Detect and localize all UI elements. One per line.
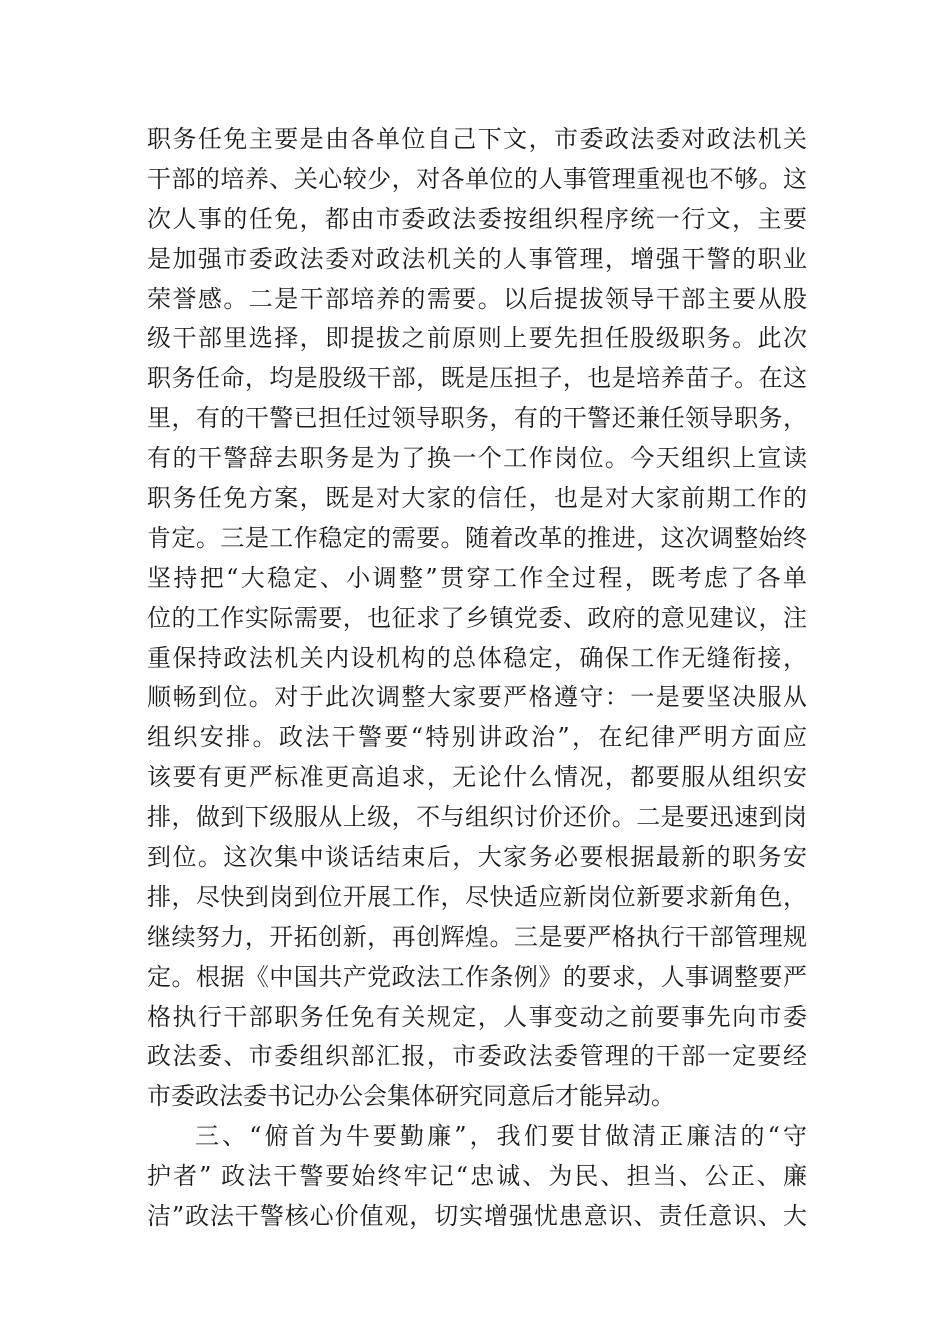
text-line: 有的干警辞去职务是为了换一个工作岗位。今天组织上宣读 <box>147 444 807 473</box>
text-line: 肯定。三是工作稳定的需要。随着改革的推进，这次调整始终 <box>147 523 807 552</box>
text-line: 坚持把“大稳定、小调整”贯穿工作全过程，既考虑了各单 <box>147 563 807 592</box>
text-line: 定。根据《中国共产党政法工作条例》的要求，人事调整要严 <box>147 962 807 991</box>
document-body <box>147 120 807 1237</box>
text-line: 荣誉感。二是干部培养的需要。以后提拔领导干部主要从股 <box>147 284 807 313</box>
text-line: 继续努力，开拓创新，再创辉煌。三是要严格执行干部管理规 <box>147 922 807 951</box>
text-line: 政法委、市委组织部汇报，市委政法委管理的干部一定要经 <box>147 1042 807 1071</box>
text-line: 级干部里选择，即提拔之前原则上要先担任股级职务。此次 <box>147 324 807 353</box>
text-line: 护者” 政法干警要始终牢记“忠诚、为民、担当、公正、廉 <box>147 1162 807 1191</box>
text-line: 职务任命，均是股级干部，既是压担子，也是培养苗子。在这 <box>147 364 807 393</box>
text-line: 到位。这次集中谈话结束后，大家务必要根据最新的职务安 <box>147 843 807 872</box>
text-line: 市委政法委书记办公会集体研究同意后才能异动。 <box>147 1082 675 1111</box>
text-line: 排，做到下级服从上级，不与组织讨价还价。二是要迅速到岗 <box>147 803 807 832</box>
text-line: 干部的培养、关心较少，对各单位的人事管理重视也不够。这 <box>147 164 807 193</box>
section-heading-line: 三、“俯首为牛要勤廉”，我们要甘做清正廉洁的“守 <box>195 1122 807 1151</box>
text-line: 组织安排。政法干警要“特别讲政治”，在纪律严明方面应 <box>147 723 807 752</box>
text-line: 位的工作实际需要，也征求了乡镇党委、政府的意见建议，注 <box>147 603 807 632</box>
text-line: 是加强市委政法委对政法机关的人事管理，增强干警的职业 <box>147 244 807 273</box>
text-line: 次人事的任免，都由市委政法委按组织程序统一行文，主要 <box>147 204 807 233</box>
text-line: 洁”政法干警核心价值观，切实增强忧患意识、责任意识、大 <box>147 1202 807 1231</box>
text-line: 该要有更严标准更高追求，无论什么情况，都要服从组织安 <box>147 763 807 792</box>
text-line: 重保持政法机关内设机构的总体稳定，确保工作无缝衔接， <box>147 643 807 672</box>
text-line: 排，尽快到岗到位开展工作，尽快适应新岗位新要求新角色， <box>147 882 807 911</box>
text-line: 职务任免主要是由各单位自己下文，市委政法委对政法机关 <box>147 125 807 153</box>
text-line: 职务任免方案，既是对大家的信任，也是对大家前期工作的 <box>147 484 807 513</box>
text-line: 格执行干部职务任免有关规定，人事变动之前要事先向市委 <box>147 1002 807 1031</box>
text-line: 顺畅到位。对于此次调整大家要严格遵守：一是要坚决服从 <box>147 683 807 712</box>
text-line: 里，有的干警已担任过领导职务，有的干警还兼任领导职务， <box>147 404 807 433</box>
